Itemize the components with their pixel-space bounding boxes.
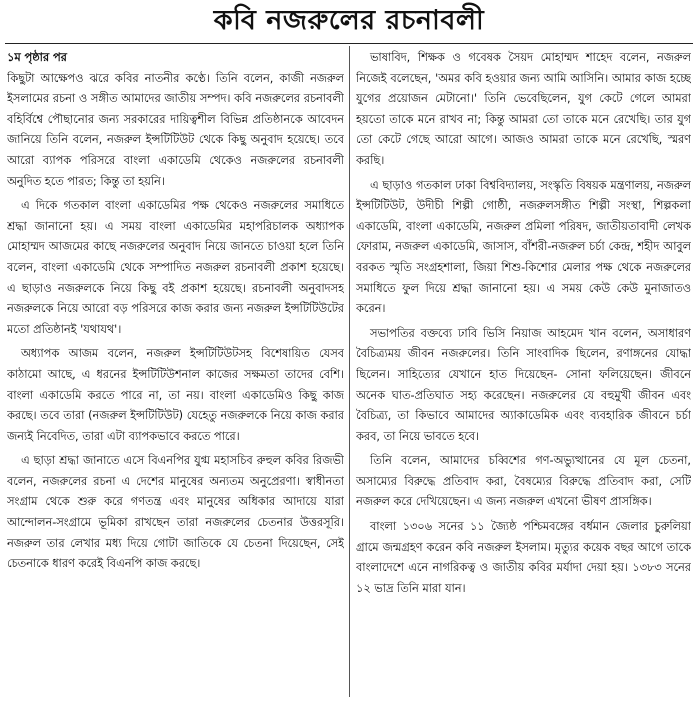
paragraph: বাংলা ১৩০৬ সনের ১১ জ্যৈষ্ঠ পশ্চিমবঙ্গের বর্ধমান জেলার চুরুলিয়া গ্রামে জন্মগ্রহণ করেন কবি নজরুল ইসলাম। মৃত্যুর কয়েক বছর আগে তাকে বাংলাদেশে এনে নাগরিকত্ব ও জাতীয় কবির মর্যাদা দেয়া হয়। ১৩৮৩ সনের ১২ ভাদ্র তিনি মারা যান। bbox=[356, 520, 691, 595]
paragraph: এ দিকে গতকাল বাংলা একাডেমির পক্ষ থেকেও নজরুলের সমাধিতে শ্রদ্ধা জানানো হয়। এ সময় বাংলা একাডেমির মহাপরিচালক অধ্যাপক মোহাম্মদ আজমের কাছে নজরুলের অনুবাদ নিয়ে জানতে চাওয়া হলে তিনি বলেন, বাংলা একাডেমি থেকে সম্পাদিত নজরুল রচনাবলী প্রকাশ হয়েছে। এ ছাড়াও নজরুলকে নিয়ে কিছু বই প্রকাশ হয়েছে। রচনাবলী অনুবাদসহ নজরুলকে নিয়ে আরো বড় পরিসরে কাজ করার জন্য নজরুল ইন্সটিটিউটের মতো প্রতিষ্ঠানই 'যথাযথ'। bbox=[7, 199, 344, 336]
continuation-label: ১ম পৃষ্ঠার পর bbox=[7, 51, 67, 64]
paragraph: এ ছাড়াও গতকাল ঢাকা বিশ্ববিদ্যালয়, সংস্কৃতি বিষয়ক মন্ত্রণালয়, নজরুল ইন্সটিটিউট, উদীচী শিল্পী গোষ্ঠী, নজরুলসঙ্গীত শিল্পী সংস্থা, শিল্পকলা একাডেমি, বাংলা একাডেমি, নজরুল প্রমিলা পরিষদ, জাতীয়তাবাদী লেখক ফোরাম, নজরুল একাডেমি, জাসাস, বাঁশরী-নজরুল চর্চা কেন্দ্র, শহীদ আবুল বরকত স্মৃতি সংগ্রহশালা, জিয়া শিশু-কিশোর মেলার পক্ষ থেকে নজরুলের সমাধিতে ফুল দিয়ে শ্রদ্ধা জানানো হয়। এ সময় কেউ কেউ মুনাজাতও করেন। bbox=[356, 178, 691, 316]
right-column bbox=[356, 48, 691, 695]
left-column bbox=[7, 48, 344, 695]
paragraph: কিছুটা আক্ষেপও ঝরে কবির নাতনীর কণ্ঠে। তিনি বলেন, কাজী নজরুল ইসলামের রচনা ও সঙ্গীত আমাদের জাতীয় সম্পদ। কবি নজরুলের রচনাবলী বহির্বিশ্বে পৌছানোর জন্য সরকারের দায়িত্বশীল বিভিন্ন প্রতিষ্ঠানকে আবেদন জানিয়ে তিনি বলেন, নজরুল ইন্সটিটিউট থেকে কিছু অনুবাদ হয়েছে। তবে আরো ব্যাপক পরিসরে বাংলা একাডেমি থেকেও নজরুলের রচনাবলী অনুদিত হতে পারত; কিন্তু তা হয়নি। bbox=[7, 71, 344, 188]
paragraph: ভাষাবিদ, শিক্ষক ও গবেষক সৈয়দ মোহাম্মদ শাহেদ বলেন, নজরুল নিজেই বলেছেন, 'অমর কবি হওয়ার জন্য আমি আসিনি। আমার কাজ হচ্ছে যুগের প্রয়োজন মেটানো।' তিনি ভেবেছিলেন, যুগ কেটে গেলে আমরা হয়তো তাকে মনে রাখব না; কিন্তু আমরা তো তাকে মনে রেখেছি। তার যুগ তো কেটে গেছে আরো আগে। আজও আমরা তাকে মনে রেখেছি, স্মরণ করছি। bbox=[356, 51, 691, 167]
paragraph: এ ছাড়া শ্রদ্ধা জানাতে এসে বিএনপির যুগ্ম মহাসচিব রুহুল কবির রিজভী বলেন, নজরুলের রচনা এ দেশের মানুষের অন্যতম অনুপ্রেরণা। স্বাধীনতা সংগ্রাম থেকে শুরু করে গণতন্ত্র এবং মানুষের অধিকার আদায়ে যারা আন্দোলন-সংগ্রামে ভূমিকা রাখছেন তারা নজরুলের চেতনার উত্তরসূরি। নজরুল তার লেখার মধ্য দিয়ে গোটা জাতিকে যে চেতনা দিয়েছেন, সেই চেতনাকে ধারণ করেই বিএনপি কাজ করছে। bbox=[7, 454, 344, 571]
paragraph: অধ্যাপক আজম বলেন, নজরুল ইন্সটিটিউটসহ বিশেষায়িত যেসব কাঠামো আছে, এ ধরনের ইন্সটিটিউশনাল কাজের সক্ষমতা তাদের বেশি। বাংলা একাডেমি করতে পারে না, তা নয়। বাংলা একাডেমিও কিছু কাজ করছে। তবে তারা (নজরুল ইন্সটিটিউট) যেহেতু নজরুলকে নিয়ে কাজ করার জন্যই নিবেদিত, তারা এটা ব্যাপকভাবে করতে পারে। bbox=[7, 347, 344, 443]
paragraph: সভাপতির বক্তব্যে ঢাবি ভিসি নিয়াজ আহমেদ খান বলেন, অসাধারণ বৈচিত্র্যময় জীবন নজরুলের। তিনি সাংবাদিক ছিলেন, রণাঙ্গনের যোদ্ধা ছিলেন। সাহিত্যের যেখানে হাত দিয়েছেন- সোনা ফলিয়েছেন। জীবনে অনেক ঘাত-প্রতিঘাত সহ্য করেছেন। নজরুলের যে বহুমুখী জীবন এবং বৈচিত্র্য, তা কিভাবে আমাদের অ্যাকাডেমিক এবং ব্যবহারিক জীবনে চর্চা করব, তা নিয়ে ভাবতে হবে। bbox=[356, 326, 691, 443]
headline-rule bbox=[5, 43, 693, 44]
column-divider bbox=[349, 46, 350, 697]
headline: কবি নজরুলের রচনাবলী bbox=[213, 5, 485, 36]
paragraph: তিনি বলেন, আমাদের চব্বিশের গণ-অভ্যুত্থানের যে মূল চেতনা, অসাম্যের বিরুদ্ধে প্রতিবাদ করা, বৈষম্যের বিরুদ্ধে প্রতিবাদ করা, সেটি নজরুল করে দেখিয়েছেন। এ জন্য নজরুল এখনো ভীষণ প্রাসঙ্গিক। bbox=[356, 454, 691, 509]
